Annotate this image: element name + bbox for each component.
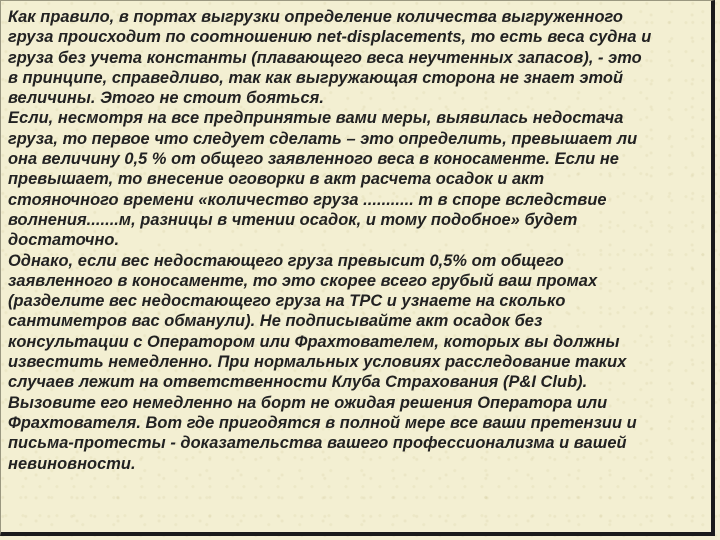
text-line: заявленного в коносаменте, то это скорее всего грубый ваш промах bbox=[8, 271, 598, 290]
text-line: невиновности. bbox=[8, 454, 136, 473]
text-line: достаточно. bbox=[8, 231, 120, 250]
body-text bbox=[8, 7, 708, 474]
text-line: Как правило, в портах выгрузки определение количества выгруженного bbox=[8, 8, 623, 26]
text-line: Однако, если вес недостающего груза превысит 0,5% от общего bbox=[8, 251, 564, 270]
text-line: Если, несмотря на все предпринятые вами меры, выявилась недостача bbox=[8, 109, 624, 128]
text-line: сантиметров вас обманули). Не подписывайте акт осадок без bbox=[8, 312, 543, 331]
text-line: превышает, то внесение оговорки в акт расчета осадок и акт bbox=[8, 170, 545, 189]
text-line: груза, то первое что следует сделать – это определить, превышает ли bbox=[8, 129, 638, 148]
text-line: консультации с Оператором или Фрахтователем, которых вы должны bbox=[8, 332, 620, 351]
text-line: Фрахтователя. Вот где пригодятся в полной мере все ваши претензии и bbox=[8, 413, 637, 432]
text-line: письма-протесты - доказательства вашего профессионализма и вашей bbox=[8, 434, 627, 453]
text-line: Вызовите его немедленно на борт не ожидая решения Оператора или bbox=[8, 393, 608, 412]
text-line: случаев лежит на ответственности Клуба Страхования (P&I Club). bbox=[8, 373, 588, 392]
text-line: стояночного времени «количество груза ........... т в споре вследствие bbox=[8, 190, 607, 209]
text-line: известить немедленно. При нормальных условиях расследование таких bbox=[8, 353, 627, 372]
text-line: (разделите вес недостающего груза на TPC и узнаете на сколько bbox=[8, 292, 566, 311]
text-line: волнения.......м, разницы в чтении осадок, и тому подобное» будет bbox=[8, 210, 578, 229]
text-line: она величину 0,5 % от общего заявленного веса в коносаменте. Если не bbox=[8, 150, 619, 169]
text-line: груза без учета константы (плавающего веса неучтенных запасов), - это bbox=[8, 48, 642, 67]
text-line: величины. Этого не стоит бояться. bbox=[8, 89, 324, 108]
text-line: груза происходит по соотношению net-displacements, то есть веса судна и bbox=[8, 28, 652, 47]
text-line: в принципе, справедливо, так как выгружающая сторона не знает этой bbox=[8, 68, 624, 87]
